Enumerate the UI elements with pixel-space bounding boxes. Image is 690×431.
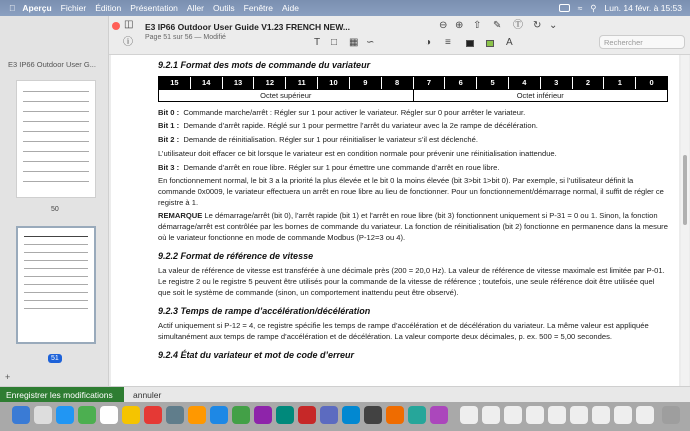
document-subtitle: Page 51 sur 56 — Modifié [145,34,226,41]
music-icon[interactable] [254,406,272,424]
save-changes-button[interactable]: Enregistrer les modifications [0,387,124,403]
safari-icon[interactable] [56,406,74,424]
bit2-label: Bit 2 : [158,135,180,145]
app-store-icon[interactable] [342,406,360,424]
bit-cell: 2 [573,77,605,89]
podcasts-icon[interactable] [430,406,448,424]
bit-cell: 8 [382,77,414,89]
wifi-icon[interactable]: ≈ [577,3,583,13]
bit-cell: 12 [254,77,286,89]
pages-icon[interactable] [188,406,206,424]
search-input[interactable]: Rechercher [599,35,685,49]
menu-fenetre[interactable]: Fenêtre [237,3,267,13]
cancel-button[interactable]: annuler [133,390,162,400]
low-byte-cell: Octet inférieur [516,90,564,100]
section-heading-9-2-2: 9.2.2 Format de référence de vitesse [158,251,314,262]
menu-edition[interactable]: Édition [88,3,115,13]
chevron-down-icon[interactable]: ⌄ [549,20,558,31]
info-icon[interactable]: ⓘ [123,37,133,48]
facetime-icon[interactable] [232,406,250,424]
bit-cell: 7 [414,77,446,89]
menu-outils[interactable]: Outils [206,3,229,13]
bit1-text: Demande d’arrêt rapide. Réglé sur 1 pour permettre l’arrêt du variateur avec la 2e rampe de décélération. [183,121,538,131]
thumbnail-sidebar [0,16,109,386]
bit-cell: 0 [636,77,667,89]
section-heading-9-2-3: 9.2.3 Temps de rampe d’accélération/décélération [158,306,371,317]
bit-cell: 1 [604,77,636,89]
launchpad-icon[interactable] [34,406,52,424]
preview-icon[interactable] [320,406,338,424]
mail-icon[interactable] [210,406,228,424]
menu-aller[interactable]: Aller [180,3,198,13]
zoom-out-icon[interactable]: ⊖ [439,20,448,31]
bit-cell: 5 [477,77,509,89]
speed-paragraph: La valeur de référence de vitesse est transférée à une décimale près (200 = 20,0 Hz). La valeur de référence de vitesse maximale est limitée par P-01. Le registre 2 ou le registre 5 peuvent être utilisés pour la commande de la vitesse de référence ; toutefois, une seule référence doit être utilisée quel que soit le système de commande (sinon, un comportement inattendu peut être observé). [158,266,665,297]
bit0-text: Commande marche/arrêt : Régler sur 1 pour activer le variateur. Régler sur 0 pour arrêter le variateur. [183,107,526,117]
sign-icon[interactable]: ∽ [366,37,375,48]
high-byte-cell: Octet supérieur [159,90,414,101]
settings-icon[interactable] [166,406,184,424]
minimized-window-icon[interactable] [526,406,544,424]
bit2-text: Demande de réinitialisation. Régler sur 1 pour réinitialiser le variateur s’il est déclenché. [183,135,478,145]
rotate-icon[interactable]: ↻ [533,20,542,31]
thumbnail-page-51[interactable] [16,226,96,344]
minimized-window-icon[interactable] [482,406,500,424]
minimized-window-icon[interactable] [548,406,566,424]
sidebar-doc-title: E3 IP66 Outdoor User G... [8,60,96,69]
menu-bar [0,0,690,16]
menu-app[interactable]: Aperçu [16,3,46,13]
section-heading-9-2-4: 9.2.4 État du variateur et mot de code d’erreur [158,350,355,361]
minimized-window-icon[interactable] [636,406,654,424]
battery-icon[interactable] [559,4,570,12]
vertical-scrollbar[interactable] [681,55,689,386]
reset-note: L’utilisateur doit effacer ce bit lorsque le variateur est en condition normale pour prévenir une réinitialisation inattendue. [158,148,557,158]
bit3-text: Demande d’arrêt en roue libre. Régler sur 1 pour émettre une commande d’arrêt en roue libre. [183,162,500,172]
minimized-window-icon[interactable] [592,406,610,424]
markup-icon[interactable]: Ⓣ [513,20,523,31]
menu-aide[interactable]: Aide [275,3,293,13]
photos-icon[interactable] [144,406,162,424]
terminal-icon[interactable] [364,406,382,424]
bit3-label: Bit 3 : [158,162,180,172]
finder-icon[interactable] [12,406,30,424]
calendar-icon[interactable] [100,406,118,424]
bit-cell: 6 [445,77,477,89]
menu-fichier[interactable]: Fichier [54,3,80,13]
ramp-paragraph: Actif uniquement si P-12 = 4, ce registre spécifie les temps de rampe d’accélération et de décélération du variateur. La même valeur est appliquée simultanément aux temps de rampe d’accélération et de décélération. La valeur comporte deux décimales, p. ex. 500 = 5,00 secondes. [158,320,649,341]
bit-cell: 3 [541,77,573,89]
news-icon[interactable] [298,406,316,424]
maps-icon[interactable] [408,406,426,424]
document-page [111,55,679,386]
adjust-color-icon[interactable]: ◑ [425,37,432,48]
thumbnail-page-50[interactable] [16,80,96,198]
normal-operation-paragraph: En fonctionnement normal, le bit 3 a la priorité la plus élevée et le bit 0 la moins élevée (bit 3>bit 1>bit 0). Par exemple, si l’utilisateur définit la commande 0x0009, le variateur effectuera un arrêt en roue libre au lieu de fonctionner. Pour un fonctionnement/démarrage normal, il suffit de régler ce registre à 1. [158,176,664,207]
minimized-window-icon[interactable] [570,406,588,424]
bit-cell: 14 [191,77,223,89]
page-number-51: 51 [48,354,62,363]
sidebar-toggle-icon[interactable]: ◫ [124,19,134,30]
numbers-icon[interactable] [276,406,294,424]
bit1-label: Bit 1 : [158,121,180,131]
font-icon[interactable]: A [506,37,513,48]
dock [0,402,690,431]
minimized-window-icon[interactable] [460,406,478,424]
bit-cell: 13 [223,77,255,89]
text-tool-icon[interactable]: T [314,37,321,48]
bit0-label: Bit 0 : [158,107,180,117]
remark-label: REMARQUE [158,211,203,221]
minimized-window-icon[interactable] [614,406,632,424]
minimized-window-icon[interactable] [504,406,522,424]
scrollbar-thumb[interactable] [683,155,687,225]
clock[interactable]: Lun. 14 févr. à 15:53 [604,3,682,13]
remark-text: Le démarrage/arrêt (bit 0), l’arrêt rapide (bit 1) et l’arrêt en roue libre (bit 3) fonctionnent uniquement si P-31 = 0 ou 1. Sinon, la fonction démarrage/arrêt est contrôlée par les bornes de commande du variateur. La fonction de réinitialisation (bit 2) fonctionne en permanence dans la mesure où le variateur fonctionne en mode de commande Modbus (P-12=3 ou 4). [158,211,668,242]
toolbar [109,16,690,55]
share-icon[interactable]: ⇧ [473,20,482,31]
line-style-icon[interactable]: ≡ [445,37,451,48]
bottom-action-bar [0,386,690,402]
highlight-icon[interactable]: ✎ [493,20,502,31]
note-icon[interactable]: ▦ [349,37,359,48]
bit-table-header [158,76,668,90]
border-color-icon[interactable] [466,40,474,47]
document-title: E3 IP66 Outdoor User Guide V1.23 FRENCH NEW... [145,22,350,32]
page-number-50: 50 [51,206,59,213]
sidebar-add-button[interactable]: + [5,372,11,382]
zoom-in-icon[interactable]: ⊕ [455,20,464,31]
bit-cell: 10 [318,77,350,89]
bit-cell: 15 [159,77,191,89]
bit-cell: 4 [509,77,541,89]
byte-row [158,90,668,102]
notes-icon[interactable] [122,406,140,424]
section-heading-9-2-1: 9.2.1 Format des mots de commande du variateur [158,60,371,70]
bit-cell: 9 [350,77,382,89]
trash-icon[interactable] [662,406,680,424]
apple-icon[interactable] [9,3,15,13]
close-window-icon[interactable] [112,22,120,30]
spotlight-icon[interactable]: ⚲ [590,2,597,13]
messages-icon[interactable] [78,406,96,424]
shapes-icon[interactable]: □ [331,37,338,48]
bit-cell: 11 [286,77,318,89]
menu-presentation[interactable]: Présentation [123,3,172,13]
keynote-icon[interactable] [386,406,404,424]
fill-color-icon[interactable] [486,40,494,47]
